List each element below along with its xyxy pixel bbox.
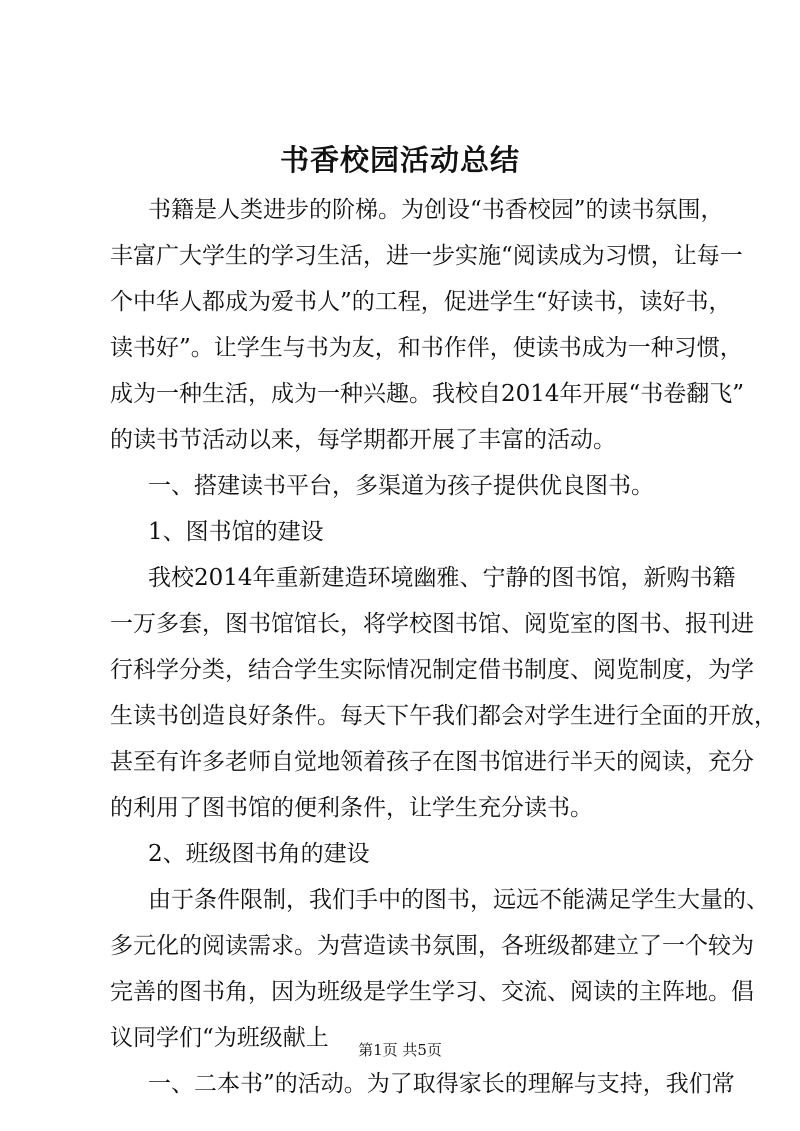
subsection-heading: 2、班级图书角的建设 (148, 841, 370, 867)
text-line: 一、二本书”的活动。为了取得家长的理解与支持，我们常 (148, 1071, 735, 1097)
text-line: 行科学分类，结合学生实际情况制定借书制度、阅览制度，为学 (110, 657, 754, 683)
text-line: 多元化的阅读需求。为营造读书氛围，各班级都建立了一个较为 (110, 933, 754, 959)
text-line: 甚至有许多老师自觉地领着孩子在图书馆进行半天的阅读，充分 (110, 749, 754, 775)
text-line: 书籍是人类进步的阶梯。为创设“书香校园”的读书氛围， (148, 197, 724, 223)
text-line: 完善的图书角，因为班级是学生学习、交流、阅读的主阵地。倡 (110, 979, 754, 1005)
text-line: 一万多套，图书馆馆长，将学校图书馆、阅览室的图书、报刊进 (110, 611, 754, 637)
text-line: 生读书创造良好条件。每天下午我们都会对学生进行全面的开放， (110, 703, 777, 729)
text-line: 的读书节活动以来，每学期都开展了丰富的活动。 (110, 427, 616, 453)
text-line: 我校2014年重新建造环境幽雅、宁静的图书馆，新购书籍 (148, 565, 736, 591)
text-line: 议同学们“为班级献上 (110, 1025, 329, 1051)
text-line: 丰富广大学生的学习生活，进一步实施“阅读成为习惯，让每一 (110, 243, 743, 269)
section-heading: 一、搭建读书平台，多渠道为孩子提供优良图书。 (148, 473, 654, 499)
subsection-heading: 1、图书馆的建设 (148, 519, 324, 545)
document-body (110, 187, 777, 1107)
text-line: 由于条件限制，我们手中的图书，远远不能满足学生大量的、 (148, 887, 769, 913)
document-title: 书香校园活动总结 (279, 143, 520, 177)
page-footer: 第1页 共5页 (358, 1041, 442, 1059)
text-line: 个中华人都成为爱书人”的工程，促进学生“好读书，读好书， (110, 289, 732, 315)
text-line: 读书好”。让学生与书为友，和书作伴，使读书成为一种习惯， (110, 335, 743, 361)
text-line: 的利用了图书馆的便利条件，让学生充分读书。 (110, 795, 593, 821)
text-line: 成为一种生活，成为一种兴趣。我校自2014年开展“书卷翻飞” (110, 381, 745, 407)
